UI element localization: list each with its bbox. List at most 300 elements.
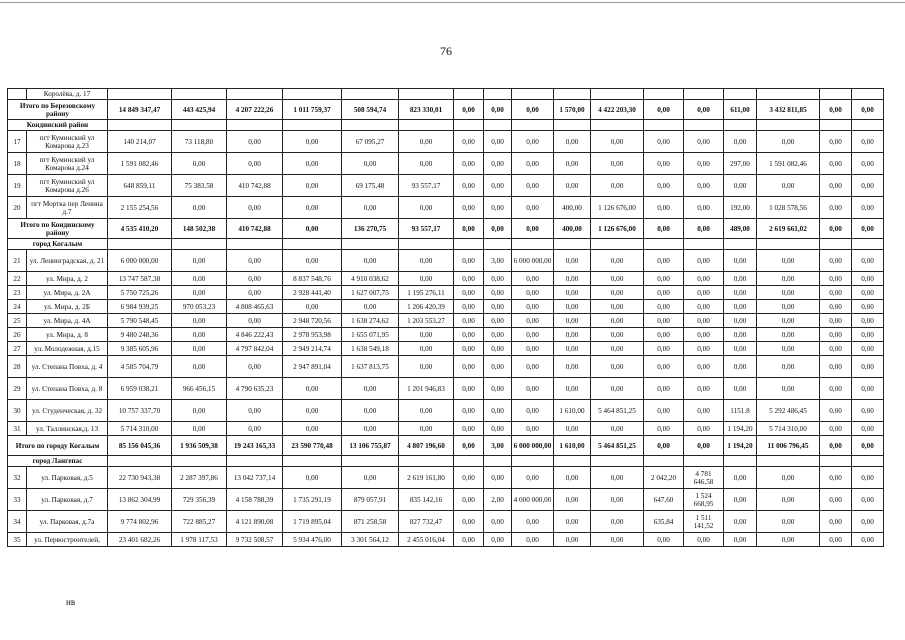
table-cell: 0,00	[820, 342, 852, 356]
table-cell: 0,00	[283, 250, 342, 272]
table-cell: 6 984 939,25	[108, 300, 172, 314]
table-cell: 0,00	[724, 250, 757, 272]
table-cell: 0,00	[227, 286, 283, 300]
table-cell: 0,00	[684, 378, 724, 400]
table-cell: 0,00	[342, 467, 399, 489]
table-cell: 0,00	[554, 342, 591, 356]
table-cell: 0,00	[820, 356, 852, 378]
table-cell: 0,00	[283, 153, 342, 175]
table-cell: 0,00	[684, 533, 724, 547]
table-cell: 0,00	[399, 131, 454, 153]
table-cell	[283, 89, 342, 100]
table-cell: 0,00	[399, 422, 454, 436]
table-cell: 0,00	[684, 314, 724, 328]
table-cell	[684, 239, 724, 250]
table-cell: 0,00	[554, 489, 591, 511]
table-cell: 0,00	[820, 422, 852, 436]
table-cell: 0,00	[757, 250, 820, 272]
table-cell: 4 910 038,62	[342, 272, 399, 286]
table-cell: 0,00	[399, 250, 454, 272]
table-cell	[591, 120, 644, 131]
table-cell: 5 934 476,00	[283, 533, 342, 547]
table-cell: Итого по Березовскому району	[8, 100, 108, 120]
table-cell: 9 774 802,96	[108, 511, 172, 533]
table-cell	[757, 120, 820, 131]
footer-mark: нв	[66, 597, 76, 607]
table-cell: 0,00	[757, 131, 820, 153]
table-cell: 0,00	[554, 272, 591, 286]
table-cell: 0,00	[399, 400, 454, 422]
table-cell: 443 425,94	[172, 100, 227, 120]
table-cell: 69 175,48	[342, 175, 399, 197]
table-cell: 0,00	[644, 286, 684, 300]
section-row	[8, 456, 884, 467]
table-cell	[591, 456, 644, 467]
table-cell: 0,00	[172, 342, 227, 356]
table-cell: 0,00	[684, 131, 724, 153]
table-cell: 1 195 276,11	[399, 286, 454, 300]
table-cell: 67 095,27	[342, 131, 399, 153]
table-cell: 0,00	[342, 422, 399, 436]
table-cell: 27	[8, 342, 27, 356]
table-cell: 0,00	[484, 533, 512, 547]
table-cell: 871 258,58	[342, 511, 399, 533]
table-cell: ул. Парковая, д.7а	[27, 511, 108, 533]
table-cell: 18	[8, 153, 27, 175]
scan-edge	[0, 2, 905, 3]
table-cell	[757, 456, 820, 467]
table-cell: пгт Куминский ул Комарова д.23	[27, 131, 108, 153]
table-cell: 0,00	[554, 378, 591, 400]
table-cell	[644, 120, 684, 131]
table-cell: 0,00	[512, 272, 554, 286]
total-row	[8, 436, 884, 456]
table-cell: 1 570,00	[554, 100, 591, 120]
table-cell: Итого по городу Когалым	[8, 436, 108, 456]
table-cell: 0,00	[820, 250, 852, 272]
table-cell	[724, 456, 757, 467]
table-cell	[342, 120, 399, 131]
table-cell: 0,00	[512, 219, 554, 239]
table-cell: 0,00	[591, 272, 644, 286]
table-cell: 0,00	[820, 400, 852, 422]
table-cell: ул. Мира, д. 2Б	[27, 300, 108, 314]
table-cell: 0,00	[820, 467, 852, 489]
table-cell: 0,00	[644, 378, 684, 400]
table-cell: 0,00	[484, 400, 512, 422]
table-cell: 508 594,74	[342, 100, 399, 120]
table-cell: 0,00	[852, 378, 884, 400]
table-cell: 0,00	[554, 153, 591, 175]
table-cell: 0,00	[724, 511, 757, 533]
table-cell: 11 006 796,45	[757, 436, 820, 456]
table-cell	[484, 456, 512, 467]
table-cell: 0,00	[852, 467, 884, 489]
table-row	[8, 250, 884, 272]
table-cell: 2 619 661,02	[757, 219, 820, 239]
table-cell: 0,00	[644, 422, 684, 436]
table-cell: 0,00	[512, 422, 554, 436]
table-row	[8, 175, 884, 197]
table-cell: 0,00	[554, 533, 591, 547]
table-cell: 0,00	[852, 175, 884, 197]
table-cell: 0,00	[852, 328, 884, 342]
table-row	[8, 286, 884, 300]
table-cell: 13 862 304,99	[108, 489, 172, 511]
table-cell: 31	[8, 422, 27, 436]
table-cell: 0,00	[554, 314, 591, 328]
table-cell: 35	[8, 533, 27, 547]
table-cell: 0,00	[724, 300, 757, 314]
table-row	[8, 342, 884, 356]
table-cell	[283, 456, 342, 467]
table-row	[8, 400, 884, 422]
table-cell: 0,00	[820, 131, 852, 153]
table-cell: 0,00	[227, 314, 283, 328]
table-cell	[852, 239, 884, 250]
table-cell: 1 126 676,00	[591, 197, 644, 219]
table-cell: 1 203 553,27	[399, 314, 454, 328]
table-cell: пгт Куминский ул Комарова д.26	[27, 175, 108, 197]
table-cell: 0,00	[644, 250, 684, 272]
table-cell	[512, 456, 554, 467]
table-cell: 0,00	[484, 219, 512, 239]
table-cell	[820, 456, 852, 467]
table-cell: 0,00	[512, 314, 554, 328]
table-cell: 0,00	[554, 286, 591, 300]
table-cell	[8, 89, 27, 100]
table-cell: 2 155 254,56	[108, 197, 172, 219]
table-cell	[512, 239, 554, 250]
table-cell: 0,00	[820, 286, 852, 300]
table-cell: 0,00	[454, 436, 484, 456]
table-cell: 0,00	[852, 286, 884, 300]
table-cell: 0,00	[484, 153, 512, 175]
table-cell: 0,00	[644, 342, 684, 356]
table-cell: 1 206 420,39	[399, 300, 454, 314]
table-cell: 3,00	[484, 250, 512, 272]
table-cell	[227, 239, 283, 250]
table-cell	[172, 456, 227, 467]
table-cell: 0,00	[591, 314, 644, 328]
table-cell: 835 142,16	[399, 489, 454, 511]
table-cell: 4 846 222,43	[227, 328, 283, 342]
table-cell: 0,00	[644, 219, 684, 239]
table-cell	[227, 89, 283, 100]
table-cell: 6 000 000,00	[512, 436, 554, 456]
table-cell: 4 422 203,30	[591, 100, 644, 120]
table-cell: 0,00	[820, 511, 852, 533]
table-cell: 0,00	[342, 300, 399, 314]
table-cell: 2 949 214,74	[283, 342, 342, 356]
table-cell: 0,00	[684, 422, 724, 436]
table-cell: 2,00	[484, 489, 512, 511]
table-cell: 0,00	[852, 342, 884, 356]
table-cell: 0,00	[644, 197, 684, 219]
table-cell	[172, 89, 227, 100]
table-row	[8, 422, 884, 436]
table-cell: 0,00	[591, 286, 644, 300]
table-cell	[684, 120, 724, 131]
table-cell: 611,00	[724, 100, 757, 120]
table-cell	[342, 89, 399, 100]
table-cell: 0,00	[227, 356, 283, 378]
table-cell: 0,00	[591, 422, 644, 436]
table-cell	[342, 456, 399, 467]
table-cell: 4 207 222,26	[227, 100, 283, 120]
table-cell: 0,00	[399, 272, 454, 286]
table-cell: 0,00	[757, 300, 820, 314]
table-cell	[484, 89, 512, 100]
table-cell: 33	[8, 489, 27, 511]
table-cell: 0,00	[684, 286, 724, 300]
table-cell: 0,00	[454, 422, 484, 436]
table-cell	[820, 89, 852, 100]
table-cell: 0,00	[554, 422, 591, 436]
table-cell: 0,00	[644, 300, 684, 314]
table-cell: 4 000 000,00	[512, 489, 554, 511]
table-cell: 2 948 720,56	[283, 314, 342, 328]
table-cell: 1 627 007,75	[342, 286, 399, 300]
table-cell	[591, 239, 644, 250]
table-cell: 827 732,47	[399, 511, 454, 533]
table-cell: 0,00	[484, 378, 512, 400]
table-cell: 0,00	[724, 286, 757, 300]
table-cell: 0,00	[512, 533, 554, 547]
table-cell: 0,00	[820, 314, 852, 328]
table-cell: 0,00	[484, 314, 512, 328]
table-cell: 2 978 953,98	[283, 328, 342, 342]
table-cell: 0,00	[454, 342, 484, 356]
table-cell: 0,00	[172, 314, 227, 328]
table-cell: 0,00	[644, 400, 684, 422]
table-cell: 19	[8, 175, 27, 197]
table-cell: 0,00	[724, 467, 757, 489]
table-cell	[512, 89, 554, 100]
table-cell	[554, 239, 591, 250]
table-cell: 0,00	[684, 100, 724, 120]
table-cell: 4 781 646,58	[684, 467, 724, 489]
table-cell: 0,00	[591, 342, 644, 356]
table-cell	[283, 120, 342, 131]
table-cell: 0,00	[484, 131, 512, 153]
table-cell: 0,00	[820, 328, 852, 342]
table-cell: 0,00	[484, 197, 512, 219]
table-cell: 0,00	[484, 300, 512, 314]
table-cell: 0,00	[342, 197, 399, 219]
table-cell: 2 455 016,04	[399, 533, 454, 547]
table-cell: 0,00	[399, 342, 454, 356]
table-cell: 0,00	[820, 219, 852, 239]
table-row	[8, 153, 884, 175]
table-cell	[820, 120, 852, 131]
table-cell: 2 287 397,86	[172, 467, 227, 489]
table-cell: 0,00	[724, 175, 757, 197]
table-cell: 0,00	[684, 300, 724, 314]
table-cell	[342, 239, 399, 250]
table-cell: 1 719 895,04	[283, 511, 342, 533]
table-cell: 140 214,07	[108, 131, 172, 153]
table-cell: 26	[8, 328, 27, 342]
table-cell: ул. Парковая, д.5	[27, 467, 108, 489]
table-cell	[554, 120, 591, 131]
table-cell	[724, 89, 757, 100]
table-cell: 0,00	[484, 511, 512, 533]
table-cell: 75 383,58	[172, 175, 227, 197]
table-cell: 22 730 943,38	[108, 467, 172, 489]
table-cell: 1 011 759,37	[283, 100, 342, 120]
table-cell: 0,00	[227, 197, 283, 219]
table-cell	[724, 120, 757, 131]
table-cell: 0,00	[283, 467, 342, 489]
table-cell: 0,00	[591, 175, 644, 197]
table-cell: 0,00	[227, 422, 283, 436]
table-cell: 0,00	[684, 197, 724, 219]
table-cell: город Когалым	[8, 239, 108, 250]
table-cell	[684, 89, 724, 100]
table-cell: 0,00	[172, 422, 227, 436]
table-cell: 2 928 441,40	[283, 286, 342, 300]
table-cell: 1 591 082,46	[757, 153, 820, 175]
table-cell: 0,00	[820, 175, 852, 197]
table-cell: 34	[8, 511, 27, 533]
table-cell: 0,00	[852, 400, 884, 422]
table-cell: 0,00	[454, 533, 484, 547]
table-cell: 966 456,15	[172, 378, 227, 400]
table-cell: 0,00	[820, 197, 852, 219]
table-cell: ул. Степана Повха, д. 4	[27, 356, 108, 378]
table-cell: 0,00	[454, 300, 484, 314]
table-cell: 9 732 508,57	[227, 533, 283, 547]
table-cell: 13 106 755,87	[342, 436, 399, 456]
table-cell	[852, 120, 884, 131]
table-cell	[227, 456, 283, 467]
table-cell: Королёва, д. 17	[27, 89, 108, 100]
table-cell: 4 158 788,39	[227, 489, 283, 511]
table-cell: 0,00	[512, 378, 554, 400]
table-cell	[172, 239, 227, 250]
table-cell: 1 655 071,95	[342, 328, 399, 342]
table-cell: 0,00	[342, 378, 399, 400]
table-cell: 0,00	[591, 153, 644, 175]
table-cell: 648 859,11	[108, 175, 172, 197]
table-cell: 0,00	[852, 272, 884, 286]
table-cell: 0,00	[342, 250, 399, 272]
table-cell: 1 610,00	[554, 436, 591, 456]
table-cell: 32	[8, 467, 27, 489]
table-cell: 0,00	[724, 342, 757, 356]
table-cell: 0,00	[399, 328, 454, 342]
table-cell: 28	[8, 356, 27, 378]
table-cell: 0,00	[852, 436, 884, 456]
table-cell: 0,00	[512, 100, 554, 120]
table-cell: Итого по Кондинскому району	[8, 219, 108, 239]
table-cell	[108, 120, 172, 131]
table-cell: 0,00	[454, 175, 484, 197]
table-cell: 0,00	[757, 328, 820, 342]
table-cell: 1 637 813,75	[342, 356, 399, 378]
table-cell: 0,00	[724, 314, 757, 328]
table-cell: 0,00	[554, 131, 591, 153]
table-cell: 0,00	[227, 272, 283, 286]
table-cell: 0,00	[684, 436, 724, 456]
table-cell: 0,00	[484, 356, 512, 378]
table-cell: 1 126 676,00	[591, 219, 644, 239]
table-cell: 0,00	[684, 400, 724, 422]
table-cell: 0,00	[512, 131, 554, 153]
table-cell: 0,00	[399, 197, 454, 219]
table-row	[8, 533, 884, 547]
table-cell: 0,00	[283, 175, 342, 197]
table-cell: 0,00	[591, 378, 644, 400]
table-cell: 0,00	[554, 356, 591, 378]
table-cell	[172, 120, 227, 131]
table-cell: 0,00	[591, 328, 644, 342]
table-cell: 1 591 082,46	[108, 153, 172, 175]
table-cell: 0,00	[591, 356, 644, 378]
table-cell	[399, 120, 454, 131]
table-cell: пгт Мортка пер Ленина д.7	[27, 197, 108, 219]
table-cell: 0,00	[852, 489, 884, 511]
table-cell: 0,00	[852, 422, 884, 436]
table-cell	[454, 120, 484, 131]
continuation-row	[8, 89, 884, 100]
table-cell	[591, 89, 644, 100]
table-cell	[644, 456, 684, 467]
table-cell: 0,00	[454, 467, 484, 489]
table-cell: 0,00	[227, 250, 283, 272]
table-cell: 93 557,17	[399, 219, 454, 239]
table-cell: 0,00	[172, 400, 227, 422]
table-cell: 1 735 291,19	[283, 489, 342, 511]
table-cell: 0,00	[454, 314, 484, 328]
table-cell: ул. Мира, д. 2А	[27, 286, 108, 300]
table-cell: 9 480 248,36	[108, 328, 172, 342]
table-cell: 4 585 704,79	[108, 356, 172, 378]
table-cell: 0,00	[399, 153, 454, 175]
table-cell: город Лангепас	[8, 456, 108, 467]
table-cell: 0,00	[554, 511, 591, 533]
table-cell: 23	[8, 286, 27, 300]
table-cell	[108, 456, 172, 467]
table-cell: 4 808 465,63	[227, 300, 283, 314]
table-cell: ул. Молодежная, д.15	[27, 342, 108, 356]
table-cell: ул. Мира, д. 4А	[27, 314, 108, 328]
table-cell: 22	[8, 272, 27, 286]
housing-program-table	[7, 88, 884, 547]
table-cell: 0,00	[724, 131, 757, 153]
table-cell: 6 959 038,21	[108, 378, 172, 400]
table-cell: 0,00	[554, 300, 591, 314]
table-cell: 5 714 310,00	[108, 422, 172, 436]
table-cell: 192,00	[724, 197, 757, 219]
table-cell: 722 885,27	[172, 511, 227, 533]
table-cell: 9 385 605,96	[108, 342, 172, 356]
table-cell	[757, 89, 820, 100]
table-cell: 0,00	[512, 286, 554, 300]
table-cell: 23 401 682,26	[108, 533, 172, 547]
table-cell: 73 118,80	[172, 131, 227, 153]
table-cell: 5 292 486,45	[757, 400, 820, 422]
table-cell: 0,00	[454, 197, 484, 219]
table-cell: 0,00	[852, 314, 884, 328]
table-cell: 0,00	[484, 100, 512, 120]
table-cell	[399, 456, 454, 467]
table-cell: 0,00	[484, 342, 512, 356]
table-cell: 0,00	[724, 533, 757, 547]
table-cell: 0,00	[512, 300, 554, 314]
table-cell: ул. Студенческая, д. 32	[27, 400, 108, 422]
